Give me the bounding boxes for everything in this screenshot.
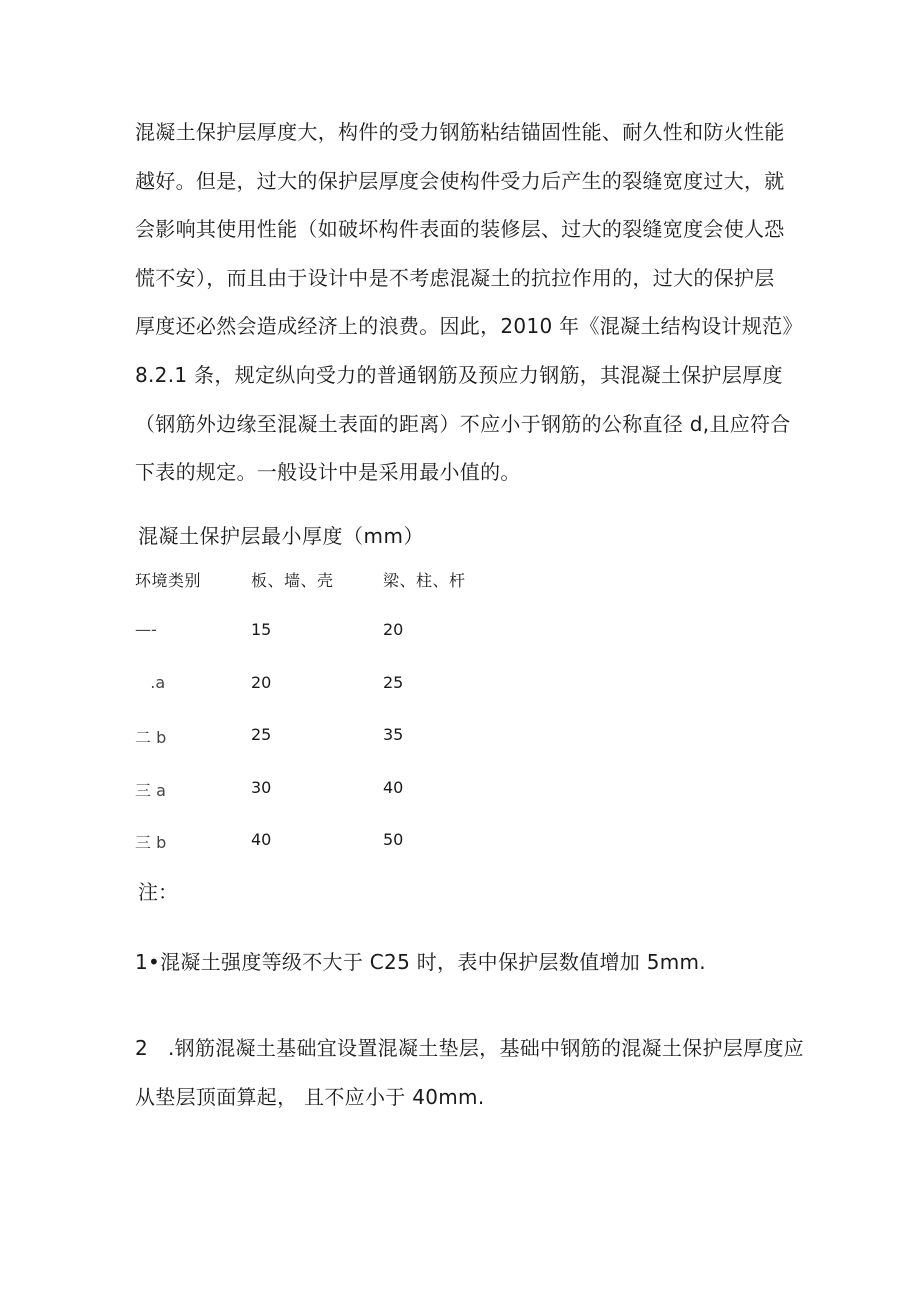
header-slab-wall-shell: 板、墙、壳 [251, 571, 334, 590]
paragraph-line: 越好。但是，过大的保护层厚度会使构件受力后产生的裂缝宽度过大，就 [135, 168, 785, 193]
note-line: 1•混凝土强度等级不大于 C25 时，表中保护层数值增加 5mm. [135, 950, 706, 974]
environment-category-cell: —- [135, 620, 157, 640]
environment-category-cell: 三 a [135, 780, 166, 800]
note-line: 从垫层顶面算起， 且不应小于 40mm. [135, 1084, 485, 1109]
intro-paragraph [135, 108, 803, 497]
paragraph-line: 下表的规定。一般设计中是采用最小值的。 [135, 460, 521, 485]
environment-category-cell: .a [135, 672, 166, 692]
paragraph-line: （钢筋外边缘至混凝土表面的距离）不应小于钢筋的公称直径 d,且应符合 [135, 411, 791, 436]
slab-value-cell: 30 [251, 777, 272, 797]
paragraph-line: 厚度还必然会造成经济上的浪费。因此，2010 年《混凝土结构设计规范》 [135, 314, 803, 339]
slab-value-cell: 40 [251, 829, 272, 849]
beam-value-cell: 20 [383, 620, 404, 640]
note-1 [135, 938, 795, 987]
beam-value-cell: 25 [383, 672, 404, 692]
paragraph-line: 混凝土保护层厚度大，构件的受力钢筋粘结锚固性能、耐久性和防火性能 [135, 120, 785, 144]
header-beam-column-rod: 梁、柱、杆 [383, 571, 466, 590]
note-2 [135, 1024, 804, 1121]
environment-category-cell: 三 b [135, 832, 167, 852]
slab-value-cell: 20 [251, 672, 272, 692]
beam-value-cell: 40 [383, 777, 404, 797]
table-title: 混凝土保护层最小厚度（mm） [138, 524, 424, 548]
beam-value-cell: 35 [383, 725, 404, 745]
slab-value-cell: 15 [251, 620, 272, 640]
notes-heading: 注： [138, 880, 178, 904]
header-environment-category: 环境类别 [135, 571, 202, 590]
paragraph-line: 会影响其使用性能（如破坏构件表面的装修层、过大的裂缝宽度会使人恐 [135, 217, 785, 242]
beam-value-cell: 50 [383, 829, 404, 849]
environment-category-cell: 二 b [135, 728, 167, 748]
paragraph-line: 慌不安），而且由于设计中是不考虑混凝土的抗拉作用的，过大的保护层 [135, 265, 775, 290]
slab-value-cell: 25 [251, 725, 272, 745]
note-line: 2 .钢筋混凝土基础宜设置混凝土垫层，基础中钢筋的混凝土保护层厚度应 [135, 1036, 804, 1060]
paragraph-line: 8.2.1 条，规定纵向受力的普通钢筋及预应力钢筋，其混凝土保护层厚度 [135, 362, 783, 387]
